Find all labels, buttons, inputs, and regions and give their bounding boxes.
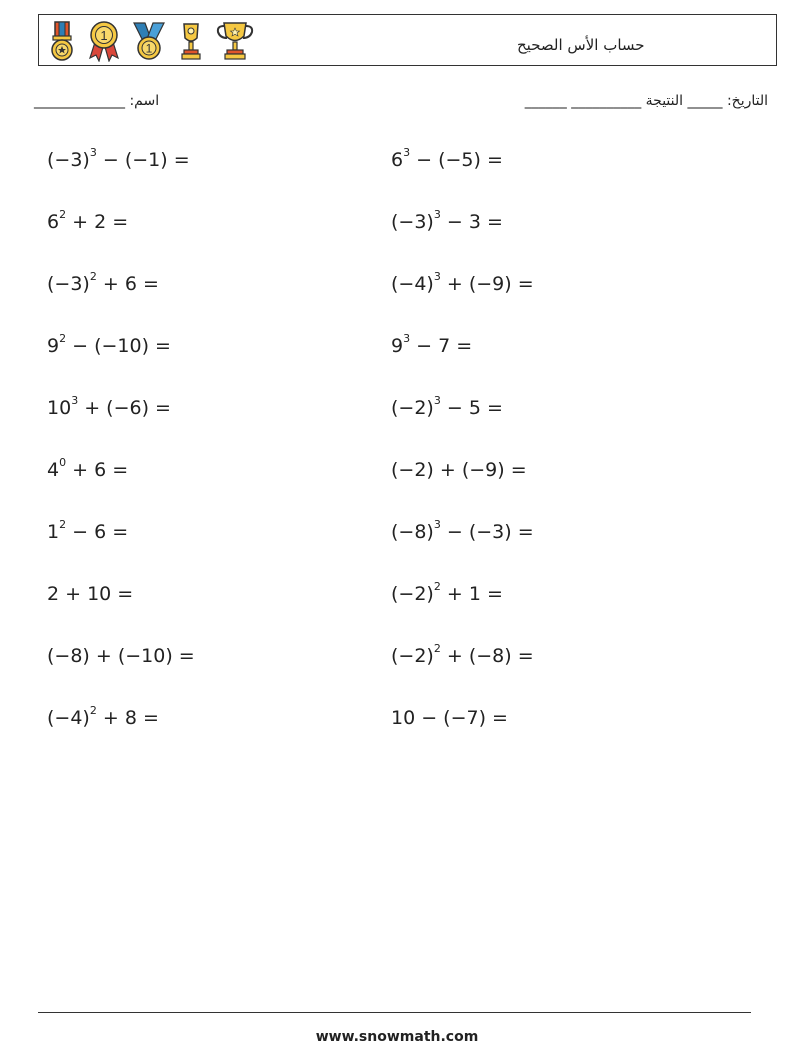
problem-rest: − 7 = [410, 335, 473, 357]
problem-exponent: 3 [433, 517, 441, 531]
problem-base: (−2) + (−9) = [391, 459, 527, 481]
problem-left-1 [47, 145, 190, 171]
problem-right-5 [391, 393, 503, 419]
problem-rest: − 3 = [440, 211, 503, 233]
problem-base: 10 [47, 397, 72, 419]
problem-left-10 [47, 703, 159, 729]
problem-base: 6 [47, 211, 60, 233]
problem-base: 10 − (−7) = [391, 707, 508, 729]
problem-exponent: 3 [89, 145, 97, 159]
medal-ribbon-icon [47, 20, 77, 62]
problem-rest: + 6 = [66, 459, 129, 481]
problem-exponent: 2 [89, 703, 97, 717]
problem-right-7 [391, 517, 534, 543]
problem-base: (−8) + (−10) = [47, 645, 195, 667]
problem-rest: + (−6) = [78, 397, 171, 419]
worksheet-title: حساب الأس الصحيح [517, 36, 645, 54]
award-icons [47, 20, 255, 62]
small-trophy-icon [176, 20, 206, 62]
problem-left-9 [47, 645, 195, 667]
problem-rest: + 6 = [96, 273, 159, 295]
problem-rest: + 8 = [96, 707, 159, 729]
problem-right-2 [391, 207, 503, 233]
problem-right-8 [391, 579, 503, 605]
problem-base: 9 [47, 335, 60, 357]
svg-text:1: 1 [145, 41, 153, 56]
problem-base: 9 [391, 335, 404, 357]
problem-exponent: 2 [59, 517, 67, 531]
problem-left-8 [47, 583, 133, 605]
problem-rest: − (−1) = [96, 149, 190, 171]
number-one-medal-icon [131, 20, 167, 62]
problem-left-3 [47, 269, 159, 295]
problem-base: 6 [391, 149, 404, 171]
name-field: _____________ :اسم [34, 93, 160, 109]
problem-left-6 [47, 455, 129, 481]
problem-right-4 [391, 331, 473, 357]
problem-right-3 [391, 269, 534, 295]
problem-exponent: 0 [59, 455, 67, 469]
problem-base: (−8) [391, 521, 434, 543]
problem-right-10 [391, 707, 508, 729]
problem-exponent: 2 [59, 331, 67, 345]
footer-url: www.snowmath.com [315, 1029, 479, 1045]
problem-base: (−4) [47, 707, 90, 729]
problem-exponent: 3 [71, 393, 79, 407]
problem-base: 4 [47, 459, 60, 481]
problem-base: 1 [47, 521, 60, 543]
problem-base: 2 + 10 = [47, 583, 134, 605]
problem-right-9 [391, 641, 534, 667]
problem-exponent: 3 [433, 207, 441, 221]
problem-rest: − 5 = [440, 397, 503, 419]
problem-exponent: 2 [89, 269, 97, 283]
problem-exponent: 2 [433, 641, 441, 655]
problem-right-1 [391, 145, 503, 171]
rosette-medal-icon [86, 20, 122, 62]
problem-rest: + (−8) = [440, 645, 534, 667]
problem-base: (−3) [47, 149, 90, 171]
problem-left-7 [47, 517, 129, 543]
problem-rest: + 2 = [66, 211, 129, 233]
problem-rest: − (−10) = [66, 335, 171, 357]
problem-left-5 [47, 393, 171, 419]
problem-base: (−3) [47, 273, 90, 295]
problem-exponent: 3 [433, 393, 441, 407]
trophy-cup-icon [215, 20, 255, 62]
date-score-field: التاريخ: _____ النتيجة __________ ______ [524, 93, 768, 109]
problem-base: (−4) [391, 273, 434, 295]
worksheet-header [38, 14, 777, 66]
problem-right-6 [391, 459, 527, 481]
problem-base: (−3) [391, 211, 434, 233]
problem-base: (−2) [391, 645, 434, 667]
problem-base: (−2) [391, 397, 434, 419]
problem-exponent: 3 [403, 331, 411, 345]
problem-exponent: 2 [433, 579, 441, 593]
svg-text:1: 1 [100, 28, 108, 43]
problem-left-4 [47, 331, 171, 357]
problem-rest: + (−9) = [440, 273, 534, 295]
problem-rest: − 6 = [66, 521, 129, 543]
problem-exponent: 2 [59, 207, 67, 221]
problem-rest: + 1 = [440, 583, 503, 605]
problem-base: (−2) [391, 583, 434, 605]
problem-exponent: 3 [403, 145, 411, 159]
problem-exponent: 3 [433, 269, 441, 283]
footer-divider [38, 1012, 751, 1013]
problem-rest: − (−5) = [410, 149, 503, 171]
problem-rest: − (−3) = [440, 521, 534, 543]
problem-left-2 [47, 207, 129, 233]
